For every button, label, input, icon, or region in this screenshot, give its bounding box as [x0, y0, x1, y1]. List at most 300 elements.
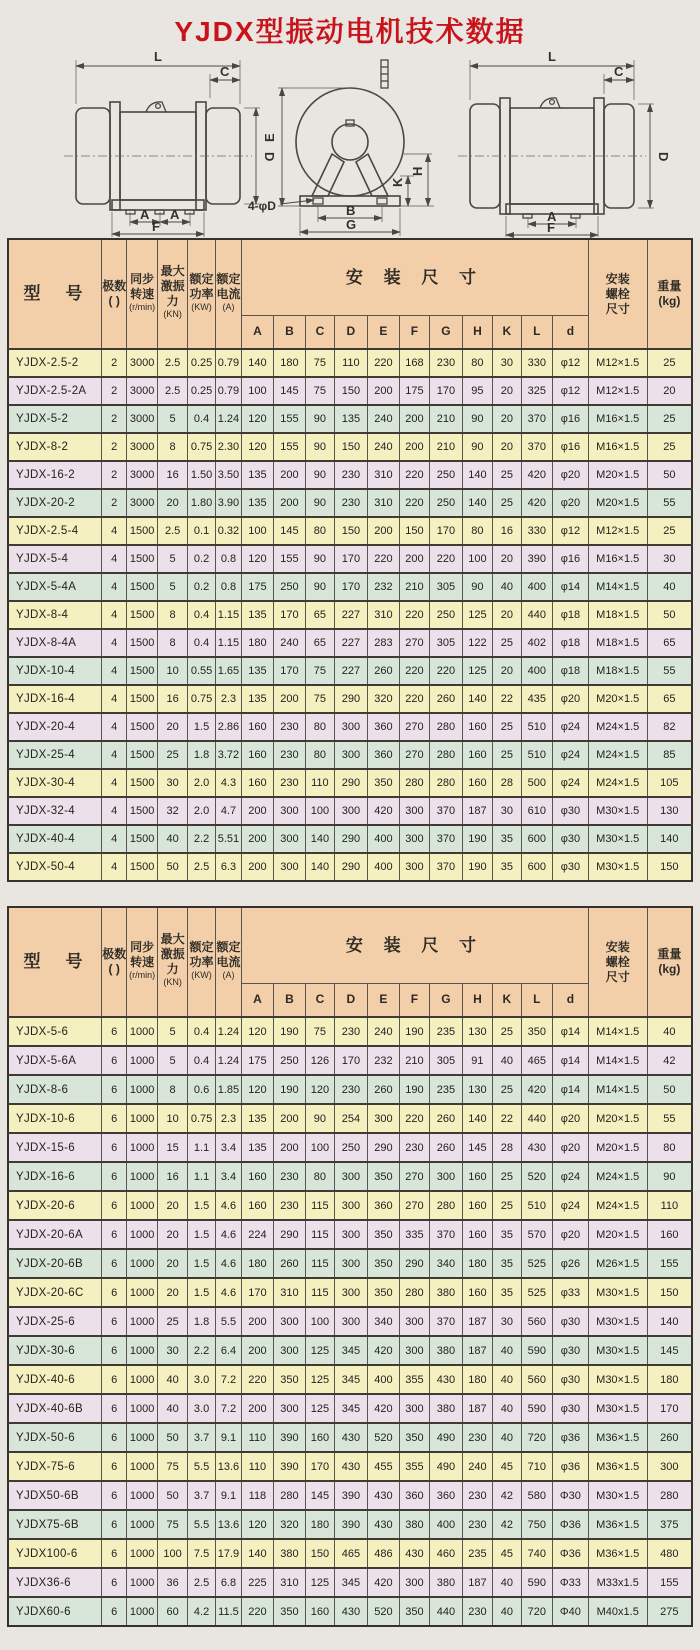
- value-cell: 1500: [127, 685, 157, 713]
- value-cell: 230: [334, 1075, 368, 1104]
- value-cell: 20: [493, 657, 521, 685]
- model-cell: YJDX-30-6: [8, 1336, 101, 1365]
- value-cell: 240: [273, 629, 306, 657]
- value-cell: M18×1.5: [588, 657, 647, 685]
- value-cell: φ12: [553, 377, 589, 405]
- value-cell: 2.30: [215, 433, 241, 461]
- value-cell: 6: [101, 1597, 126, 1626]
- value-cell: φ30: [553, 1365, 589, 1394]
- value-cell: 2: [101, 377, 126, 405]
- value-cell: 227: [334, 657, 368, 685]
- value-cell: 175: [242, 1046, 274, 1075]
- table-row: [8, 1191, 692, 1220]
- model-cell: YJDX-5-4: [8, 545, 101, 573]
- value-cell: 290: [399, 1249, 429, 1278]
- value-cell: φ14: [553, 1017, 589, 1046]
- header-text: 功率: [189, 286, 214, 301]
- value-cell: 6: [101, 1423, 126, 1452]
- value-cell: 1500: [127, 713, 157, 741]
- value-cell: 35: [493, 853, 521, 881]
- table-row: [8, 1539, 692, 1568]
- value-cell: 440: [430, 1597, 463, 1626]
- value-cell: 232: [368, 1046, 400, 1075]
- value-cell: 486: [368, 1539, 400, 1568]
- value-cell: φ20: [553, 1220, 589, 1249]
- value-cell: φ26: [553, 1249, 589, 1278]
- value-cell: φ12: [553, 349, 589, 377]
- spec-table-2pole-4pole: [7, 238, 693, 882]
- value-cell: 170: [430, 517, 463, 545]
- value-cell: 455: [368, 1452, 400, 1481]
- value-cell: φ20: [553, 1133, 589, 1162]
- value-cell: 140: [242, 1539, 274, 1568]
- value-cell: 3000: [127, 489, 157, 517]
- value-cell: 160: [462, 741, 492, 769]
- value-cell: 320: [368, 685, 400, 713]
- value-cell: 290: [334, 825, 368, 853]
- value-cell: 465: [521, 1046, 553, 1075]
- value-cell: 230: [462, 1423, 492, 1452]
- value-cell: φ36: [553, 1452, 589, 1481]
- dim-col-header: A: [242, 315, 274, 349]
- dim-col-header: K: [493, 983, 521, 1017]
- table-row: [8, 713, 692, 741]
- value-cell: 6.4: [215, 1336, 241, 1365]
- value-cell: 135: [242, 657, 274, 685]
- value-cell: M12×1.5: [588, 517, 647, 545]
- value-cell: 135: [242, 601, 274, 629]
- model-cell: YJDX60-6: [8, 1597, 101, 1626]
- value-cell: 220: [430, 545, 463, 573]
- value-cell: M16×1.5: [588, 545, 647, 573]
- spec-table-header: [8, 239, 692, 349]
- value-cell: 6.8: [215, 1568, 241, 1597]
- value-cell: 100: [306, 797, 334, 825]
- header-text: 电流: [216, 286, 241, 301]
- dim-label: F: [547, 220, 555, 235]
- value-cell: 65: [647, 685, 692, 713]
- dim-col-header: B: [273, 315, 306, 349]
- value-cell: 1000: [127, 1568, 157, 1597]
- value-cell: 1.5: [188, 1249, 215, 1278]
- value-cell: 200: [242, 1394, 274, 1423]
- value-cell: 2.5: [188, 1568, 215, 1597]
- value-cell: 220: [368, 545, 400, 573]
- value-cell: 130: [462, 1075, 492, 1104]
- value-cell: 25: [647, 405, 692, 433]
- col-header-poles: [101, 907, 126, 1017]
- value-cell: M26×1.5: [588, 1249, 647, 1278]
- value-cell: 110: [647, 1191, 692, 1220]
- value-cell: M30×1.5: [588, 853, 647, 881]
- value-cell: 2: [101, 489, 126, 517]
- table-row: [8, 433, 692, 461]
- value-cell: 17.9: [215, 1539, 241, 1568]
- value-cell: 20: [157, 1220, 187, 1249]
- value-cell: 120: [306, 1075, 334, 1104]
- value-cell: 200: [399, 405, 429, 433]
- value-cell: 590: [521, 1336, 553, 1365]
- value-cell: 3.90: [215, 489, 241, 517]
- value-cell: 1.85: [215, 1075, 241, 1104]
- dim-label: G: [346, 217, 357, 232]
- value-cell: 5.5: [215, 1307, 241, 1336]
- value-cell: 190: [273, 1017, 306, 1046]
- value-cell: 1500: [127, 601, 157, 629]
- value-cell: 13.6: [215, 1452, 241, 1481]
- value-cell: 80: [647, 1133, 692, 1162]
- value-cell: 0.79: [215, 377, 241, 405]
- value-cell: 380: [430, 1278, 463, 1307]
- value-cell: 45: [493, 1452, 521, 1481]
- value-cell: 25: [647, 433, 692, 461]
- value-cell: 30: [157, 769, 187, 797]
- value-cell: 2: [101, 433, 126, 461]
- value-cell: 140: [242, 349, 274, 377]
- value-cell: 4: [101, 713, 126, 741]
- value-cell: 125: [306, 1568, 334, 1597]
- header-unit: (KW): [191, 969, 212, 980]
- model-cell: YJDX-20-2: [8, 489, 101, 517]
- value-cell: 135: [242, 1104, 274, 1133]
- value-cell: φ24: [553, 769, 589, 797]
- value-cell: 125: [462, 657, 492, 685]
- value-cell: 40: [493, 1046, 521, 1075]
- value-cell: 6: [101, 1394, 126, 1423]
- col-header-rated-current: [215, 239, 241, 349]
- value-cell: 525: [521, 1249, 553, 1278]
- value-cell: 3.7: [188, 1481, 215, 1510]
- value-cell: 90: [306, 545, 334, 573]
- value-cell: φ30: [553, 797, 589, 825]
- value-cell: 140: [462, 685, 492, 713]
- value-cell: 80: [306, 1162, 334, 1191]
- value-cell: 91: [462, 1046, 492, 1075]
- model-cell: YJDX75-6B: [8, 1510, 101, 1539]
- value-cell: 130: [462, 1017, 492, 1046]
- value-cell: 2.5: [157, 377, 187, 405]
- value-cell: 95: [462, 377, 492, 405]
- value-cell: 220: [399, 461, 429, 489]
- value-cell: 3000: [127, 349, 157, 377]
- table-row: [8, 489, 692, 517]
- value-cell: 500: [521, 769, 553, 797]
- value-cell: M14×1.5: [588, 1075, 647, 1104]
- value-cell: 310: [368, 601, 400, 629]
- value-cell: 200: [242, 1336, 274, 1365]
- value-cell: 300: [399, 825, 429, 853]
- value-cell: 35: [493, 1278, 521, 1307]
- value-cell: 125: [306, 1365, 334, 1394]
- value-cell: 1500: [127, 657, 157, 685]
- value-cell: 390: [334, 1510, 368, 1539]
- value-cell: 430: [368, 1510, 400, 1539]
- value-cell: 350: [368, 769, 400, 797]
- value-cell: 6: [101, 1162, 126, 1191]
- value-cell: 25: [493, 489, 521, 517]
- dim-col-header: d: [553, 315, 589, 349]
- dim-col-header: A: [242, 983, 274, 1017]
- value-cell: 270: [399, 629, 429, 657]
- value-cell: M40x1.5: [588, 1597, 647, 1626]
- value-cell: 250: [273, 573, 306, 601]
- value-cell: 20: [157, 1191, 187, 1220]
- header-unit: (r/min): [129, 301, 156, 312]
- value-cell: 360: [368, 741, 400, 769]
- value-cell: 6: [101, 1568, 126, 1597]
- value-cell: 300: [273, 797, 306, 825]
- value-cell: M14×1.5: [588, 1046, 647, 1075]
- table-row: [8, 1423, 692, 1452]
- value-cell: 40: [493, 1394, 521, 1423]
- table-row: [8, 1278, 692, 1307]
- value-cell: 42: [493, 1510, 521, 1539]
- value-cell: 430: [334, 1597, 368, 1626]
- value-cell: φ24: [553, 713, 589, 741]
- value-cell: 220: [399, 685, 429, 713]
- value-cell: M36×1.5: [588, 1539, 647, 1568]
- header-text: 安 装 尺 寸: [345, 267, 485, 287]
- table-row: [8, 461, 692, 489]
- value-cell: 1.24: [215, 1017, 241, 1046]
- value-cell: 305: [430, 1046, 463, 1075]
- value-cell: 380: [273, 1539, 306, 1568]
- dim-col-header: D: [334, 983, 368, 1017]
- value-cell: 187: [462, 1394, 492, 1423]
- value-cell: 310: [273, 1278, 306, 1307]
- header-text: 最大: [160, 264, 185, 279]
- value-cell: M16×1.5: [588, 405, 647, 433]
- dim-col-header: E: [368, 983, 400, 1017]
- value-cell: M20×1.5: [588, 489, 647, 517]
- value-cell: 200: [273, 1104, 306, 1133]
- value-cell: 390: [521, 545, 553, 573]
- value-cell: 145: [273, 377, 306, 405]
- value-cell: M12×1.5: [588, 349, 647, 377]
- value-cell: 4.6: [215, 1220, 241, 1249]
- value-cell: 32: [157, 797, 187, 825]
- value-cell: 235: [430, 1017, 463, 1046]
- value-cell: 1000: [127, 1162, 157, 1191]
- header-text: 重量: [657, 947, 682, 961]
- value-cell: 260: [430, 1133, 463, 1162]
- value-cell: 0.1: [188, 517, 215, 545]
- value-cell: 25: [157, 1307, 187, 1336]
- value-cell: 300: [334, 1249, 368, 1278]
- value-cell: 6: [101, 1133, 126, 1162]
- col-header-install-dims: [242, 239, 589, 315]
- value-cell: 50: [157, 1481, 187, 1510]
- value-cell: 6: [101, 1191, 126, 1220]
- value-cell: 230: [462, 1481, 492, 1510]
- value-cell: 750: [521, 1510, 553, 1539]
- table-row: [8, 1046, 692, 1075]
- value-cell: 200: [368, 517, 400, 545]
- value-cell: 1.8: [188, 741, 215, 769]
- dim-col-header: H: [462, 315, 492, 349]
- value-cell: 105: [647, 769, 692, 797]
- value-cell: 80: [462, 349, 492, 377]
- value-cell: 300: [399, 1568, 429, 1597]
- value-cell: 150: [306, 1539, 334, 1568]
- table-row: [8, 741, 692, 769]
- value-cell: 390: [334, 1481, 368, 1510]
- value-cell: 235: [430, 1075, 463, 1104]
- value-cell: 220: [368, 349, 400, 377]
- value-cell: 50: [157, 853, 187, 881]
- value-cell: M30×1.5: [588, 1394, 647, 1423]
- value-cell: 400: [521, 657, 553, 685]
- dim-col-header: G: [430, 315, 463, 349]
- value-cell: 118: [242, 1481, 274, 1510]
- col-header-poles: [101, 239, 126, 349]
- value-cell: 230: [334, 1017, 368, 1046]
- value-cell: 28: [493, 769, 521, 797]
- value-cell: M24×1.5: [588, 741, 647, 769]
- model-cell: YJDX-75-6: [8, 1452, 101, 1481]
- value-cell: 200: [242, 853, 274, 881]
- value-cell: M30×1.5: [588, 1481, 647, 1510]
- value-cell: 300: [647, 1452, 692, 1481]
- col-header-weight: [647, 239, 692, 349]
- value-cell: 1.15: [215, 601, 241, 629]
- value-cell: M24×1.5: [588, 769, 647, 797]
- value-cell: 290: [334, 769, 368, 797]
- value-cell: 1000: [127, 1597, 157, 1626]
- value-cell: 230: [462, 1597, 492, 1626]
- dim-col-header: E: [368, 315, 400, 349]
- value-cell: 390: [273, 1423, 306, 1452]
- value-cell: 1000: [127, 1307, 157, 1336]
- value-cell: 2: [101, 461, 126, 489]
- value-cell: 9.1: [215, 1423, 241, 1452]
- value-cell: 1.50: [188, 461, 215, 489]
- value-cell: 300: [399, 797, 429, 825]
- model-cell: YJDX-8-4: [8, 601, 101, 629]
- value-cell: 25: [157, 741, 187, 769]
- model-cell: YJDX-16-2: [8, 461, 101, 489]
- value-cell: 180: [273, 349, 306, 377]
- header-text: 安装: [605, 271, 630, 286]
- value-cell: M36×1.5: [588, 1423, 647, 1452]
- spec-table-header: [8, 907, 692, 1017]
- value-cell: 120: [242, 1075, 274, 1104]
- value-cell: 22: [493, 1104, 521, 1133]
- value-cell: 300: [273, 825, 306, 853]
- col-header-rated-power: [188, 239, 215, 349]
- value-cell: 3000: [127, 405, 157, 433]
- value-cell: 360: [368, 713, 400, 741]
- value-cell: 5: [157, 405, 187, 433]
- value-cell: 75: [157, 1452, 187, 1481]
- value-cell: 300: [334, 797, 368, 825]
- value-cell: 350: [368, 1249, 400, 1278]
- model-cell: YJDX-20-4: [8, 713, 101, 741]
- dim-col-header: C: [306, 315, 334, 349]
- model-cell: YJDX-5-2: [8, 405, 101, 433]
- value-cell: 100: [157, 1539, 187, 1568]
- value-cell: 300: [334, 1278, 368, 1307]
- value-cell: 430: [368, 1481, 400, 1510]
- value-cell: 40: [647, 573, 692, 601]
- value-cell: 2: [101, 405, 126, 433]
- model-cell: YJDX-5-4A: [8, 573, 101, 601]
- model-cell: YJDX-10-6: [8, 1104, 101, 1133]
- value-cell: 90: [462, 433, 492, 461]
- value-cell: φ24: [553, 1162, 589, 1191]
- value-cell: 190: [462, 853, 492, 881]
- value-cell: 160: [462, 1191, 492, 1220]
- value-cell: 1.5: [188, 1191, 215, 1220]
- table-row: [8, 517, 692, 545]
- value-cell: 50: [157, 1423, 187, 1452]
- value-cell: 3.0: [188, 1394, 215, 1423]
- model-cell: YJDX50-6B: [8, 1481, 101, 1510]
- value-cell: 1.5: [188, 1220, 215, 1249]
- value-cell: 3000: [127, 377, 157, 405]
- value-cell: 170: [273, 601, 306, 629]
- col-header-max-force: [157, 907, 187, 1017]
- header-unit: (A): [222, 301, 235, 312]
- value-cell: 345: [334, 1394, 368, 1423]
- value-cell: 370: [430, 1307, 463, 1336]
- value-cell: 16: [157, 685, 187, 713]
- value-cell: 1000: [127, 1075, 157, 1104]
- table-row: [8, 1481, 692, 1510]
- value-cell: 0.6: [188, 1075, 215, 1104]
- value-cell: 126: [306, 1046, 334, 1075]
- header-text: 激振: [160, 947, 185, 962]
- value-cell: 135: [242, 685, 274, 713]
- value-cell: 300: [399, 853, 429, 881]
- value-cell: M30×1.5: [588, 1365, 647, 1394]
- value-cell: 110: [242, 1452, 274, 1481]
- header-text: 最大: [160, 932, 185, 947]
- model-cell: YJDX-10-4: [8, 657, 101, 685]
- value-cell: 490: [430, 1452, 463, 1481]
- value-cell: 520: [368, 1423, 400, 1452]
- value-cell: 420: [368, 1336, 400, 1365]
- value-cell: 6: [101, 1104, 126, 1133]
- col-header-model: [8, 239, 101, 349]
- value-cell: 82: [647, 713, 692, 741]
- value-cell: M30×1.5: [588, 1336, 647, 1365]
- value-cell: φ30: [553, 825, 589, 853]
- header-text: 力: [166, 294, 179, 309]
- header-unit: (KN): [163, 977, 182, 988]
- value-cell: 480: [647, 1539, 692, 1568]
- value-cell: 25: [493, 741, 521, 769]
- col-header-sync-speed: [127, 907, 157, 1017]
- value-cell: M24×1.5: [588, 1191, 647, 1220]
- value-cell: 0.75: [188, 1104, 215, 1133]
- value-cell: 140: [306, 853, 334, 881]
- value-cell: φ30: [553, 1336, 589, 1365]
- model-cell: YJDX-20-6: [8, 1191, 101, 1220]
- value-cell: 250: [334, 1133, 368, 1162]
- value-cell: 100: [306, 1307, 334, 1336]
- value-cell: 0.2: [188, 573, 215, 601]
- value-cell: 5: [157, 545, 187, 573]
- table-row: [8, 1307, 692, 1336]
- value-cell: 355: [399, 1365, 429, 1394]
- value-cell: 30: [647, 545, 692, 573]
- value-cell: 3.4: [215, 1162, 241, 1191]
- dim-col-header: F: [399, 983, 429, 1017]
- value-cell: 80: [306, 741, 334, 769]
- value-cell: 150: [334, 377, 368, 405]
- table-row: [8, 601, 692, 629]
